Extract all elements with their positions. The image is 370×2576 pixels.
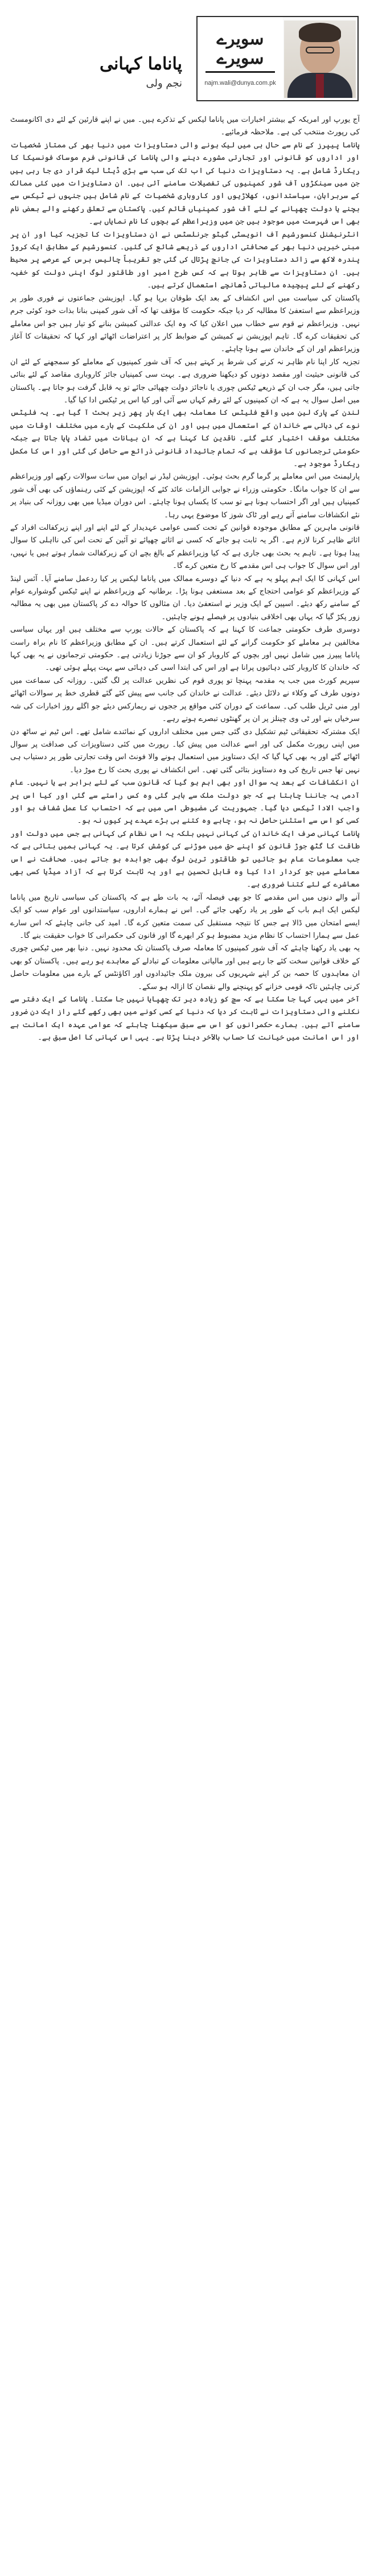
author-photo (284, 20, 356, 98)
article-paragraph: سپریم کورٹ میں جب یہ مقدمہ پہنچا تو پوری قوم کی نظریں عدالت پر لگ گئیں۔ روزانہ کی سماعت میں دونوں طرف کے وکلاء نے دلائل دیئے۔ عدالت نے خاندان کی جانب سے پیش کئے گئے قطری خط پر سوالات اٹھائے اور منی ٹریل طلب کی۔ سماعت کے دوران کئی مواقع پر ججوں نے ریمارکس دیئے جو اگلے روز اخبارات کی شہ سرخیاں بنے اور ٹی وی چینلز پر ان پر گھنٹوں تبصرے ہوتے رہے۔ (10, 676, 360, 724)
logo-line-2: سویرے (216, 48, 264, 68)
logo-underline (205, 71, 275, 73)
article-paragraph: آج یورپ اور امریکہ کے بیشتر اخبارات میں پاناما لیکس کے تذکرے ہیں۔ میں نے اپنے قارئین کے لئے دی اکانومسٹ کی رپورٹ منتخب کی ہے۔ ملاحظہ فرمائیے۔ (10, 116, 360, 137)
photo-glasses (306, 47, 334, 53)
article-paragraph: تجزیہ کار اپنا نام ظاہر نہ کرنے کی شرط پر کہتے ہیں کہ آف شور کمپنیوں کے معاملے کو سمجھنے کے لئے ان کی قانونی حیثیت اور مقصد دونوں کو دیکھنا ضروری ہے۔ بہت سی کمپنیاں جائز کاروباری مقاصد کے لئے بنائی جاتی ہیں، مگر جب ان کے ذریعے ٹیکس چوری یا ناجائز دولت چھپائی جائے تو یہ قابل گرفت ہو جاتا ہے۔ پاکستان میں اصل سوال یہ ہے کہ ان کمپنیوں کے لئے رقم کہاں سے آئی اور کیا اس پر ٹیکس ادا کیا گیا۔ (10, 357, 360, 405)
photo-tie (316, 74, 324, 98)
article-paragraph: پاناما پیپرز کے نام سے حال ہی میں لیک ہونے والی دستاویزات میں دنیا بھر کی ممتاز شخصیات اور اداروں کو قانونی اور تجارتی مشورے دینے والی پاناما کی قانونی فرم موساک فونسیکا کا ریکارڈ شامل ہے۔ یہ دستاویزات دنیا کی اب تک کی سب سے بڑی ڈیٹا لیک قرار دی جا رہی ہیں جن میں سینکڑوں آف شور کمپنیوں کی تفصیلات سامنے آئی ہیں۔ ان دستاویزات میں کئی ممالک کے سربراہان، سیاستدانوں، کھلاڑیوں اور کاروباری شخصیات کے نام شامل ہیں جنہوں نے ٹیکس سے بچنے یا دولت چھپانے کے لئے آف شور کمپنیاں قائم کیں۔ پاکستان سے تعلق رکھنے والے بعض نام بھی اس فہرست میں موجود ہیں جن میں وزیراعظم کے بچوں کا نام نمایاں ہے۔ (10, 141, 360, 226)
column-logo (203, 30, 277, 68)
article-paragraph: پاناما کہانی صرف ایک خاندان کی کہانی نہیں بلکہ یہ اس نظام کی کہانی ہے جس میں دولت اور طاقت کا گٹھ جوڑ قانون کو اپنے حق میں موڑنے کی کوشش کرتا ہے۔ یہ کہانی ہمیں بتاتی ہے کہ جب معلومات عام ہو جائیں تو طاقتور ترین لوگ بھی جوابدہ ہو جاتے ہیں۔ صحافت نے اس معاملے میں جو کردار ادا کیا وہ قابل تحسین ہے اور یہ ثابت کرتا ہے کہ آزاد میڈیا کسی بھی معاشرے کے لئے کتنا ضروری ہے۔ (10, 829, 360, 889)
article-paragraph: لندن کے پارک لین میں واقع فلیٹس کا معاملہ بھی ایک بار پھر زیر بحث آ گیا ہے۔ یہ فلیٹس نوے کی دہائی سے خاندان کے استعمال میں ہیں اور ان کی ملکیت کے بارے میں مختلف اوقات میں مختلف موقف اختیار کئے گئے۔ ناقدین کا کہنا ہے کہ ان بیانات میں تضاد پایا جاتا ہے جبکہ حکومتی ترجمانوں کا مؤقف ہے کہ تمام جائیداد قانونی ذرائع سے حاصل کی گئی اور اس کا مکمل ریکارڈ موجود ہے۔ (10, 409, 360, 468)
logo-line-1: سویرے (216, 29, 264, 49)
article-paragraph: یہ بھی یاد رکھنا چاہئے کہ آف شور کمپنیوں کا معاملہ صرف پاکستان تک محدود نہیں۔ دنیا بھر میں ٹیکس چوری کے خلاف قوانین سخت کئے جا رہے ہیں اور مالیاتی معلومات کے تبادلے کے معاہدے ہو رہے ہیں۔ پاکستان کو بھی ان معاہدوں کا حصہ بن کر اپنے شہریوں کی بیرون ملک جائیدادوں اور اکاؤنٹس کے بارے میں معلومات حاصل کرنی چاہئیں تاکہ قومی خزانے کو پہنچنے والے نقصان کا ازالہ ہو سکے۔ (10, 944, 360, 991)
article-paragraph: ان انکشافات کے بعد یہ سوال اور بھی اہم ہو گیا کہ قانون سب کے لئے برابر ہے یا نہیں۔ عام آدمی یہ جاننا چاہتا ہے کہ جو دولت ملک سے باہر گئی وہ کس راستے سے گئی اور کیا اس پر واجب الادا ٹیکس دیا گیا۔ جمہوریت کی مضبوطی اسی میں ہے کہ احتساب کا عمل شفاف ہو اور کسی کو اس سے استثنیٰ حاصل نہ ہو، چاہے وہ کتنے ہی بڑے عہدے پر کیوں نہ ہو۔ (10, 778, 360, 826)
column-header (0, 0, 370, 111)
article-paragraph: انٹرنیشنل کنسورشیم آف انویسٹی گیٹو جرنلسٹس نے ان دستاویزات کا تجزیہ کیا اور ان پر مبنی خبریں دنیا بھر کے صحافتی اداروں کے ذریعے شائع کی گئیں۔ کنسورشیم کے مطابق ایک کروڑ پندرہ لاکھ سے زائد دستاویزات کی جانچ پڑتال کی گئی جو تقریباً چالیس برس کے عرصے پر محیط ہیں۔ ان دستاویزات سے ظاہر ہوتا ہے کہ کس طرح امیر اور طاقتور لوگ اپنی دولت کو خفیہ رکھنے کے لئے پیچیدہ مالیاتی ڈھانچے استعمال کرتے ہیں۔ (10, 230, 360, 290)
author-name: نجم ولی (146, 77, 182, 89)
article-title: پاناما کہانی (100, 54, 182, 74)
article-paragraph: پاکستان کی سیاست میں اس انکشاف کے بعد ایک طوفان برپا ہو گیا۔ اپوزیشن جماعتوں نے فوری طور پر وزیراعظم سے استعفیٰ کا مطالبہ کر دیا جبکہ حکومت کا مؤقف تھا کہ آف شور کمپنی بنانا بذات خود کوئی جرم نہیں۔ وزیراعظم نے قوم سے خطاب میں اعلان کیا کہ وہ ایک عدالتی کمیشن بنانے کو تیار ہیں جو اس معاملے کی تحقیقات کرے گا۔ تاہم اپوزیشن نے کمیشن کے ضوابط کار پر اعتراضات اٹھائے اور کہا کہ تحقیقات کا آغاز وزیراعظم اور ان کے خاندان سے ہونا چاہئے۔ (10, 294, 360, 354)
article-paragraph: آخر میں یہی کہا جا سکتا ہے کہ سچ کو زیادہ دیر تک چھپایا نہیں جا سکتا۔ پاناما کے ایک دفتر سے نکلنے والی دستاویزات نے ثابت کر دیا کہ دنیا کے کسی کونے میں بھی رکھے گئے راز ایک دن ضرور سامنے آتے ہیں۔ ہمارے حکمرانوں کو اس سے سبق سیکھنا چاہئے کہ عوامی عہدہ ایک امانت ہے اور اس امانت میں خیانت کا حساب بالآخر دینا پڑتا ہے۔ یہی اس کہانی کا اصل سبق ہے۔ (10, 995, 360, 1042)
article-paragraph: آنے والے دنوں میں اس مقدمے کا جو بھی فیصلہ آئے، یہ بات طے ہے کہ پاکستان کی سیاسی تاریخ میں پاناما لیکس ایک اہم باب کے طور پر یاد رکھی جائے گی۔ اس نے ہمارے اداروں، سیاستدانوں اور عوام سب کو ایک ایسے امتحان میں ڈالا ہے جس کا نتیجہ مستقبل کی سمت متعین کرے گا۔ امید کی جانی چاہئے کہ اس سارے عمل سے ہمارا احتساب کا نظام مزید مضبوط ہو کر ابھرے گا اور قانون کی حکمرانی کا خواب حقیقت بنے گا۔ (10, 893, 360, 940)
article-body (10, 114, 360, 2566)
article-paragraph: ایک مشترکہ تحقیقاتی ٹیم تشکیل دی گئی جس میں مختلف اداروں کے نمائندے شامل تھے۔ اس ٹیم نے ساٹھ دن میں اپنی رپورٹ مکمل کی اور اسے عدالت میں پیش کیا۔ رپورٹ میں کئی دستاویزات کی صداقت پر سوال اٹھائے گئے اور یہ بھی کہا گیا کہ ایک دستاویز میں استعمال ہونے والا فونٹ اس وقت تجارتی طور پر دستیاب ہی نہیں تھا جس تاریخ کی وہ دستاویز بتائی گئی تھی۔ اس انکشاف نے پوری بحث کا رخ موڑ دیا۔ (10, 727, 360, 774)
column-title-area (68, 54, 182, 89)
article-paragraph: اس کہانی کا ایک اہم پہلو یہ ہے کہ دنیا کے دوسرے ممالک میں پاناما لیکس پر کیا ردعمل سامنے آیا۔ آئس لینڈ کے وزیراعظم کو عوامی احتجاج کے بعد مستعفی ہونا پڑا۔ برطانیہ کے وزیراعظم نے اپنے ٹیکس گوشوارے عوام کے سامنے رکھ دیئے۔ اسپین کے ایک وزیر نے استعفیٰ دیا۔ ان مثالوں کا حوالہ دے کر پاکستان میں بھی یہ مطالبہ زور پکڑ گیا کہ یہاں بھی اخلاقی بنیادوں پر فیصلے ہونے چاہئیں۔ (10, 574, 360, 621)
article-paragraph: پارلیمنٹ میں اس معاملے پر گرما گرم بحث ہوئی۔ اپوزیشن لیڈر نے ایوان میں سات سوالات رکھے اور وزیراعظم سے ان کا جواب مانگا۔ حکومتی وزراء نے جوابی الزامات عائد کئے کہ اپوزیشن کے کئی رہنماؤں کی بھی آف شور کمپنیاں ہیں اور اگر احتساب ہونا ہے تو سب کا یکساں ہونا چاہئے۔ اس دوران میڈیا میں بھی روزانہ کی بنیاد پر نئے انکشافات سامنے آتے رہے اور ٹاک شوز کا موضوع یہی رہا۔ (10, 472, 360, 520)
photo-hair (299, 23, 341, 42)
author-email: najm.wali@dunya.com.pk (204, 80, 276, 86)
brand-strip (198, 17, 283, 100)
article-paragraph: قانونی ماہرین کے مطابق موجودہ قوانین کے تحت کسی عوامی عہدیدار کے لئے اپنے اور اپنے زیرکفالت افراد کے اثاثے ظاہر کرنا لازم ہے۔ اگر یہ ثابت ہو جائے کہ کسی نے اثاثے چھپائے تو آئین کے تحت اس کی نااہلی کا سوال پیدا ہوتا ہے۔ تاہم یہ بحث بھی جاری ہے کہ کیا وزیراعظم کے بالغ بچے ان کے زیرکفالت شمار ہوتے ہیں یا نہیں، اور اس سوال کا جواب ہی اس مقدمے کا رخ متعین کرے گا۔ (10, 524, 360, 571)
article-paragraph: دوسری طرف حکومتی جماعت کا کہنا ہے کہ پاکستان کے حالات یورپ سے مختلف ہیں اور یہاں سیاسی مخالفین ہر معاملے کو حکومت گرانے کے لئے استعمال کرتے ہیں۔ ان کے مطابق وزیراعظم کا نام براہ راست پاناما پیپرز میں شامل نہیں اور بچوں کے کاروبار کو ان سے جوڑنا زیادتی ہے۔ حکومتی ترجمانوں نے یہ بھی کہا کہ خاندان کا کاروبار کئی دہائیوں پرانا ہے اور اس کی ابتدا اسی کی دہائی سے بہت پہلے ہوئی تھی۔ (10, 625, 360, 673)
columnist-brand-box (196, 16, 359, 101)
